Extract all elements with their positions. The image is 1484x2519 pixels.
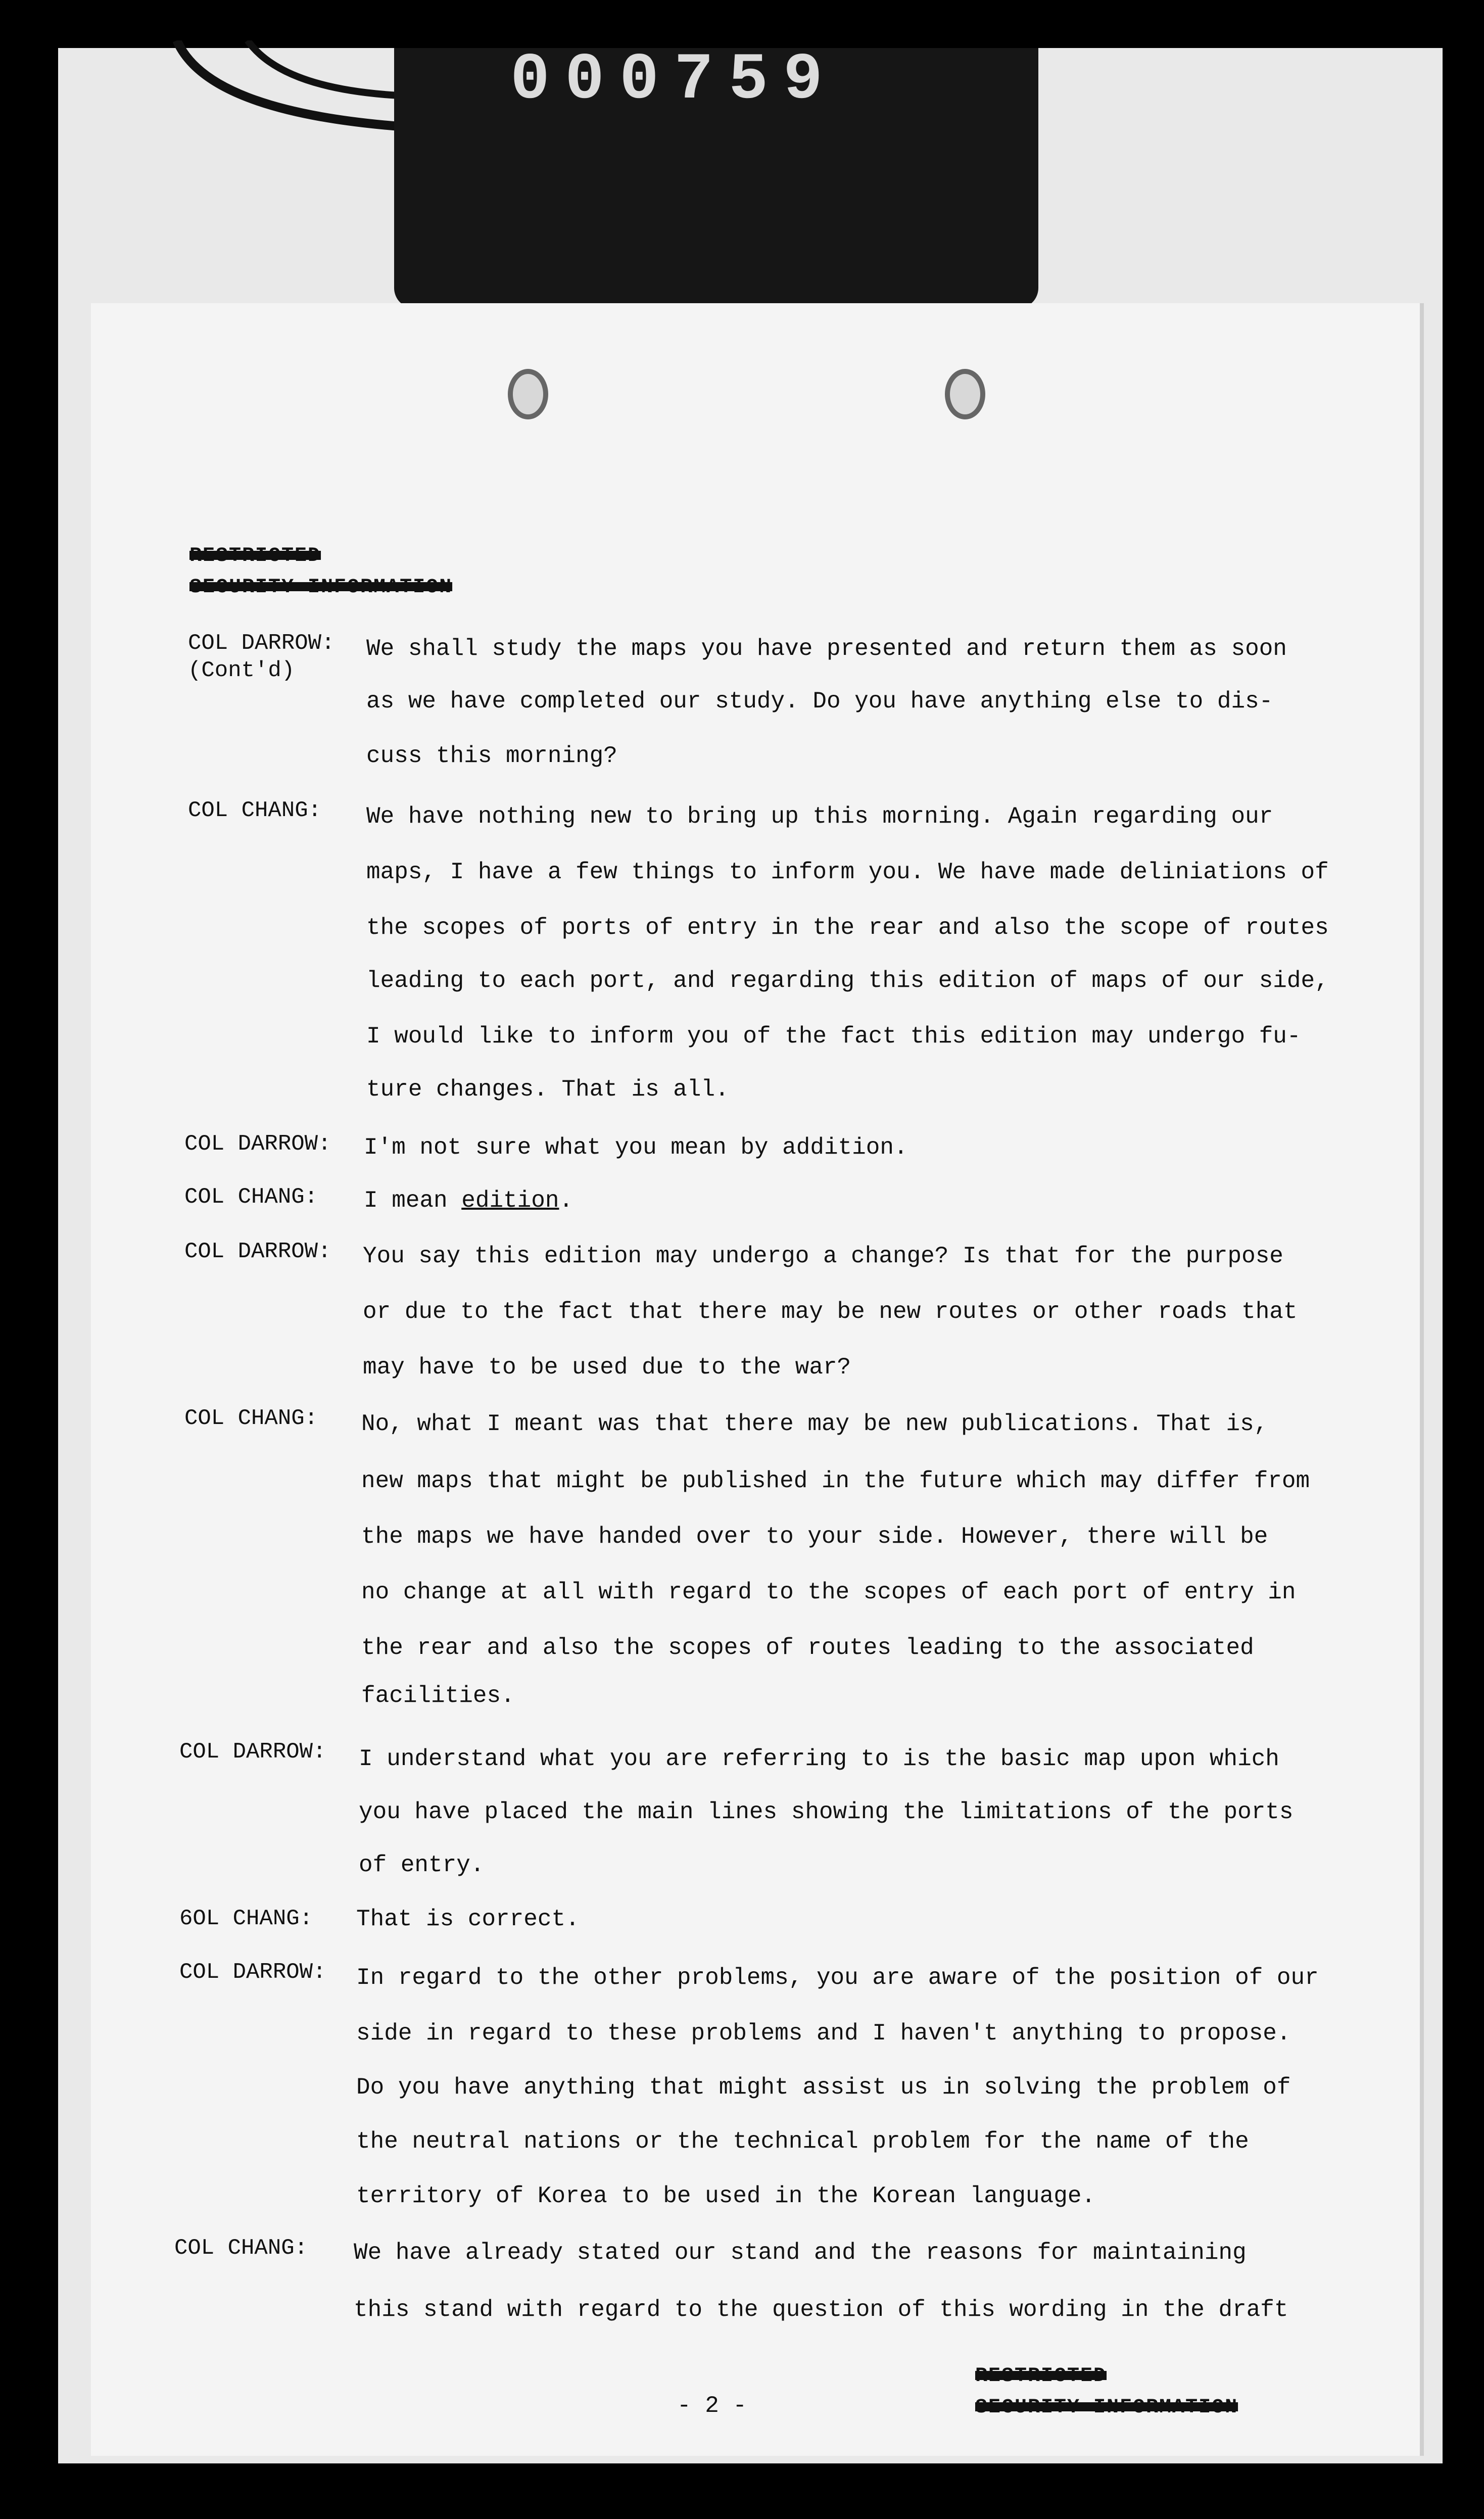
text-line: or due to the fact that there may be new routes or other roads that bbox=[363, 1299, 1298, 1325]
text-line: new maps that might be published in the future which may differ from bbox=[361, 1468, 1310, 1494]
speaker-label: COL CHANG: bbox=[174, 2236, 308, 2261]
text-line: territory of Korea to be used in the Korean language. bbox=[356, 2183, 1096, 2209]
text-line-start: I mean bbox=[364, 1187, 462, 1214]
punch-hole-right bbox=[945, 369, 985, 419]
text-line: the maps we have handed over to your side. However, there will be bbox=[361, 1524, 1268, 1550]
text-line: maps, I have a few things to inform you. We have made deliniations of bbox=[366, 859, 1329, 885]
text-line: no change at all with regard to the scopes of each port of entry in bbox=[361, 1579, 1296, 1605]
text-line bbox=[364, 1187, 573, 1214]
text-line: I understand what you are referring to is the basic map upon which bbox=[359, 1746, 1279, 1772]
text-line: may have to be used due to the war? bbox=[363, 1354, 851, 1381]
speaker-label: COL CHANG: bbox=[184, 1406, 318, 1431]
counter-cable bbox=[167, 40, 429, 141]
text-line: That is correct. bbox=[356, 1906, 580, 1932]
underlined-word: edition bbox=[461, 1187, 559, 1214]
speaker-label: COL DARROW: bbox=[184, 1131, 331, 1157]
speaker-label: COL DARROW: bbox=[184, 1239, 331, 1264]
speaker-label: COL DARROW: (Cont'd) bbox=[188, 631, 335, 683]
text-line: facilities. bbox=[361, 1683, 515, 1709]
text-line: leading to each port, and regarding this edition of maps of our side, bbox=[366, 968, 1329, 994]
text-line: We have nothing new to bring up this morning. Again regarding our bbox=[366, 803, 1273, 830]
speaker-label: COL CHANG: bbox=[184, 1184, 318, 1210]
text-line: You say this edition may undergo a change? Is that for the purpose bbox=[363, 1243, 1283, 1269]
text-line: No, what I meant was that there may be new publications. That is, bbox=[361, 1411, 1268, 1437]
speaker-label: 6OL CHANG: bbox=[179, 1906, 313, 1931]
text-line: We shall study the maps you have presented and return them as soon bbox=[366, 636, 1287, 662]
text-line: this stand with regard to the question of this wording in the draft bbox=[354, 2297, 1288, 2323]
text-line: of entry. bbox=[359, 1852, 485, 1878]
punch-hole-left bbox=[508, 369, 548, 419]
text-line: the scopes of ports of entry in the rear and also the scope of routes bbox=[366, 915, 1329, 941]
speaker-label: COL DARROW: bbox=[179, 1739, 326, 1765]
speaker-label: COL CHANG: bbox=[188, 798, 322, 823]
footer-stamp-security: SECURITY INFORMATION bbox=[975, 2396, 1238, 2419]
text-line: We have already stated our stand and the reasons for maintaining bbox=[354, 2240, 1247, 2266]
header-stamp-security: SECURITY INFORMATION bbox=[189, 576, 453, 599]
text-line: In regard to the other problems, you are aware of the position of our bbox=[356, 1965, 1319, 1991]
text-line: Do you have anything that might assist us in solving the problem of bbox=[356, 2074, 1291, 2101]
text-line: I would like to inform you of the fact this edition may undergo fu- bbox=[366, 1023, 1301, 1050]
text-line: the rear and also the scopes of routes leading to the associated bbox=[361, 1635, 1254, 1661]
text-line: you have placed the main lines showing the limitations of the ports bbox=[359, 1799, 1294, 1825]
text-line-end: . bbox=[559, 1187, 573, 1214]
frame-counter-digits: 000759 bbox=[510, 43, 838, 118]
speaker-label: COL DARROW: bbox=[179, 1960, 326, 1985]
text-line: cuss this morning? bbox=[366, 743, 617, 769]
text-line: the neutral nations or the technical problem for the name of the bbox=[356, 2128, 1249, 2155]
footer-stamp-restricted: RESTRICTED bbox=[975, 2365, 1107, 2388]
text-line: I'm not sure what you mean by addition. bbox=[364, 1134, 908, 1161]
text-line: ture changes. That is all. bbox=[366, 1076, 729, 1103]
text-line: side in regard to these problems and I haven't anything to propose. bbox=[356, 2020, 1291, 2047]
page-number: - 2 - bbox=[677, 2393, 747, 2419]
text-line: as we have completed our study. Do you have anything else to dis- bbox=[366, 688, 1273, 715]
header-stamp-restricted: RESTRICTED bbox=[189, 545, 321, 567]
